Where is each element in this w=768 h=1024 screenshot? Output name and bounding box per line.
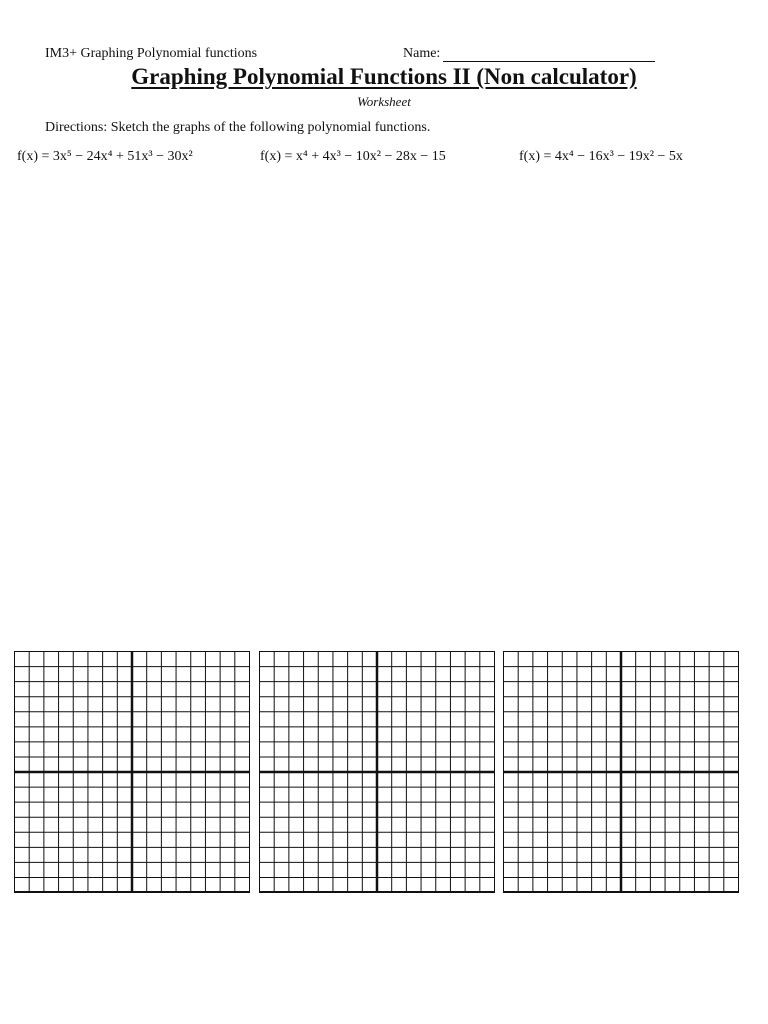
course-label: IM3+ Graphing Polynomial functions: [45, 46, 258, 61]
problem-3-formula: f(x) = 4x⁴ − 16x³ − 19x² − 5x: [519, 149, 683, 164]
grid-svg: [259, 651, 495, 893]
graph-grid-1[interactable]: [14, 651, 250, 893]
graph-grid-3[interactable]: [503, 651, 739, 893]
name-label: Name:: [403, 46, 441, 61]
page-title: [0, 64, 768, 90]
directions-text: Directions: Sketch the graphs of the following polynomial functions.: [45, 120, 431, 135]
page-subtitle: Worksheet: [357, 94, 411, 109]
name-field[interactable]: [403, 46, 655, 62]
problem-1-formula: f(x) = 3x⁵ − 24x⁴ + 51x³ − 30x²: [17, 149, 193, 164]
grid-svg: [14, 651, 250, 893]
grid-svg: [503, 651, 739, 893]
problem-2-formula: f(x) = x⁴ + 4x³ − 10x² − 28x − 15: [260, 149, 446, 164]
name-blank-line[interactable]: [443, 47, 655, 62]
graph-grid-2[interactable]: [259, 651, 495, 893]
page-title-text: Graphing Polynomial Functions II (Non calculator): [131, 64, 637, 89]
